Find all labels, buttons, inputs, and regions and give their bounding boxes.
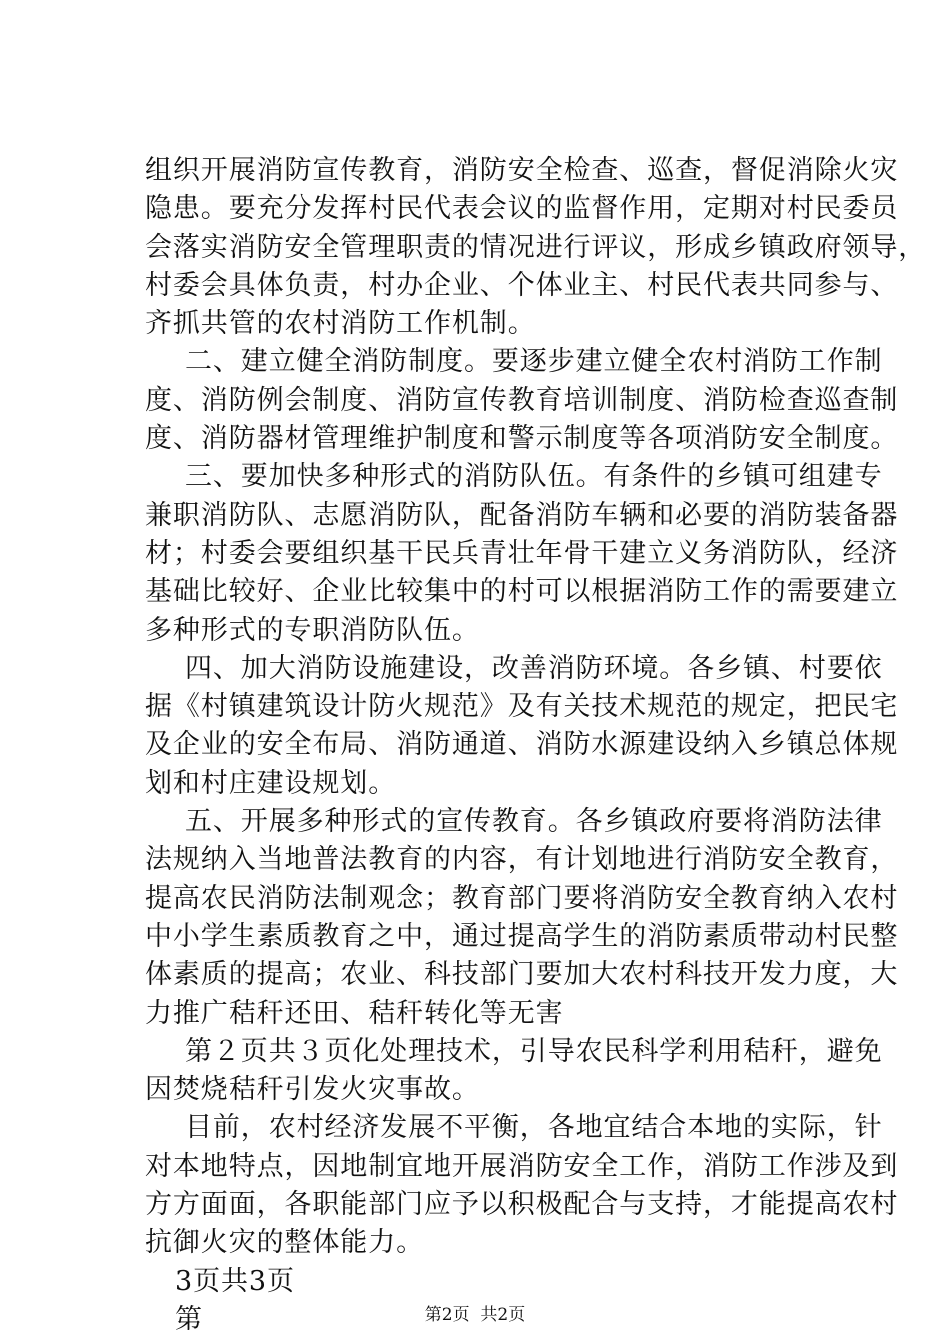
text-line: 度、消防例会制度、消防宣传教育培训制度、消防检查巡查制 [145, 384, 899, 416]
text-line: 村委会具体负责，村办企业、个体业主、村民代表共同参与、 [145, 269, 899, 301]
text-line: 方方面面，各职能部门应予以积极配合与支持，才能提高农村 [145, 1189, 899, 1221]
text-line: 隐患。要充分发挥村民代表会议的监督作用，定期对村民委员 [145, 193, 899, 225]
document-body [145, 152, 927, 1339]
text-line: 因焚烧秸秆引发火灾事故。 [145, 1074, 480, 1106]
text-line: 及企业的安全布局、消防通道、消防水源建设纳入乡镇总体规 [145, 729, 899, 761]
page-footer: 第2页 共2页 [424, 1305, 526, 1325]
text-line: 组织开展消防宣传教育，消防安全检查、巡查，督促消除火灾 [145, 155, 899, 186]
text-line: 多种形式的专职消防队伍。 [145, 614, 480, 646]
text-line: 基础比较好、企业比较集中的村可以根据消防工作的需要建立 [145, 576, 899, 608]
text-line: 材；村委会要组织基干民兵青壮年骨干建立义务消防队，经济 [145, 537, 899, 569]
section-heading-line: 五、开展多种形式的宣传教育。各乡镇政府要将消防法律 [185, 806, 883, 838]
text-line: 对本地特点，因地制宜地开展消防安全工作，消防工作涉及到 [145, 1150, 899, 1182]
text-line: 会落实消防安全管理职责的情况进行评议，形成乡镇政府领导， [145, 231, 927, 263]
section-heading-line: 三、要加快多种形式的消防队伍。有条件的乡镇可组建专 [185, 461, 883, 493]
section-heading-line: 四、加大消防设施建设，改善消防环境。各乡镇、村要依 [185, 652, 883, 684]
text-line: 兼职消防队、志愿消防队，配备消防车辆和必要的消防装备器 [145, 499, 899, 531]
text-line: 第２页共３页化处理技术，引导农民科学利用秸秆，避免 [185, 1035, 883, 1067]
text-line: 目前，农村经济发展不平衡，各地宜结合本地的实际，针 [185, 1112, 883, 1144]
section-heading-line: 二、建立健全消防制度。要逐步建立健全农村消防工作制 [185, 346, 883, 378]
text-line: 力推广秸秆还田、秸秆转化等无害 [145, 997, 564, 1029]
text-line: 提高农民消防法制观念；教育部门要将消防安全教育纳入农村 [145, 882, 899, 914]
text-line: 抗御火灾的整体能力。 [145, 1227, 424, 1259]
stray-text: 第 [175, 1303, 203, 1335]
page-count-text: 3页共3页 [175, 1265, 295, 1297]
text-line: 法规纳入当地普法教育的内容，有计划地进行消防安全教育， [145, 844, 899, 876]
text-line: 度、消防器材管理维护制度和警示制度等各项消防安全制度。 [145, 423, 899, 455]
text-line: 中小学生素质教育之中，通过提高学生的消防素质带动村民整 [145, 920, 899, 952]
text-line: 体素质的提高；农业、科技部门要加大农村科技开发力度，大 [145, 959, 899, 991]
text-line: 齐抓共管的农村消防工作机制。 [145, 308, 536, 340]
text-line: 据《村镇建筑设计防火规范》及有关技术规范的规定，把民宅 [145, 691, 899, 723]
text-line: 划和村庄建设规划。 [145, 767, 397, 799]
